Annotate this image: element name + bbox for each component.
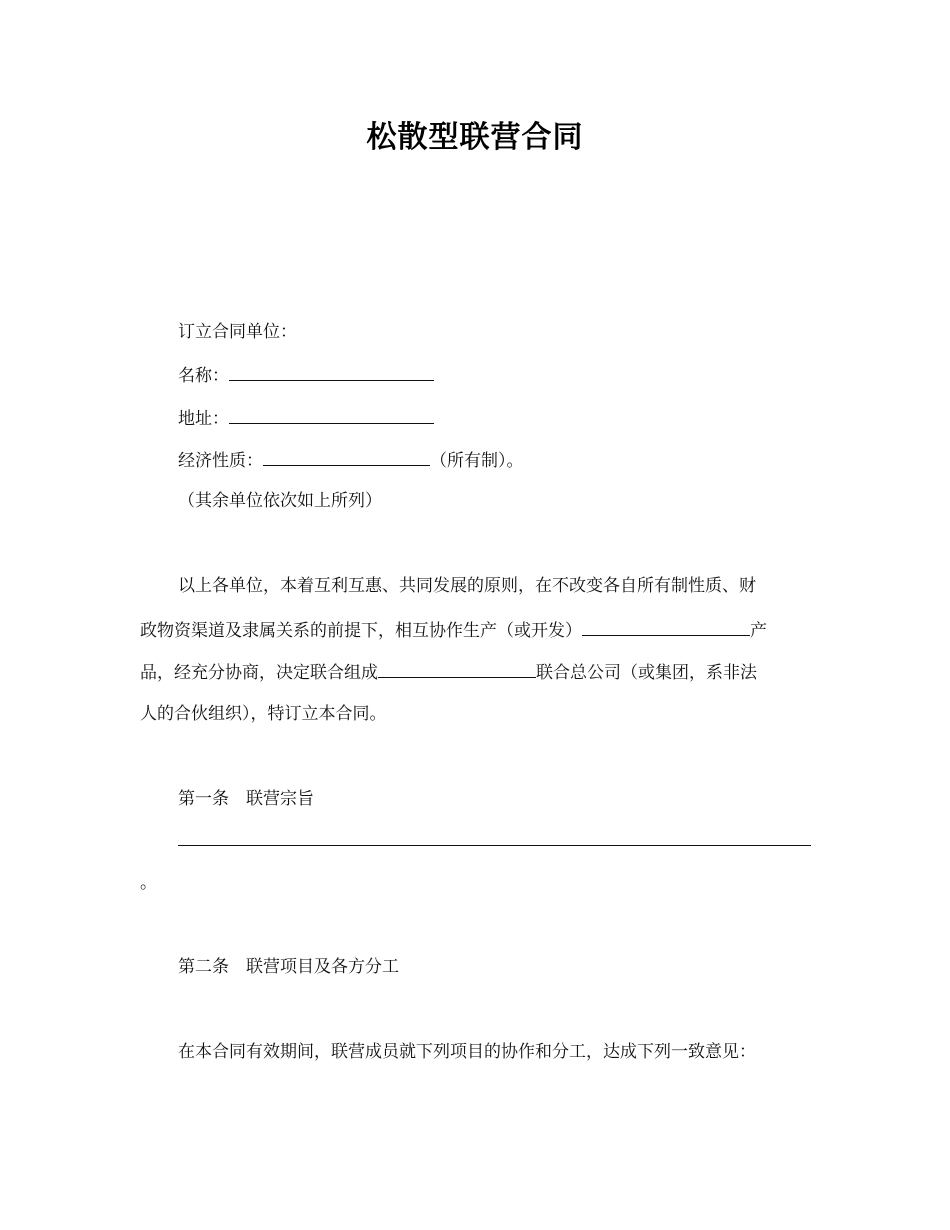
- nature-blank: [263, 447, 430, 466]
- name-blank: [229, 362, 434, 381]
- preamble-line-2-tail: 产: [750, 621, 767, 641]
- nature-label: 经济性质：: [178, 451, 263, 471]
- article-1-end-mark: 。: [140, 873, 157, 893]
- article-2-heading: 第二条 联营项目及各方分工: [178, 957, 399, 977]
- article-1-heading: 第一条 联营宗旨: [178, 789, 314, 809]
- name-row: [178, 362, 434, 388]
- preamble-line-2-text: 政物资渠道及隶属关系的前提下，相互协作生产（或开发）: [140, 621, 582, 641]
- product-blank: [582, 617, 750, 636]
- preamble-line-2: [140, 617, 767, 643]
- nature-row: [178, 447, 524, 473]
- address-label: 地址：: [178, 409, 229, 429]
- name-label: 名称：: [178, 366, 229, 386]
- address-blank: [229, 405, 434, 424]
- article-2-body: 在本合同有效期间，联营成员就下列项目的协作和分工，达成下列一致意见：: [178, 1042, 756, 1062]
- preamble-line-3-text: 品，经充分协商，决定联合组成: [140, 663, 378, 683]
- purpose-blank: [178, 845, 811, 846]
- nature-suffix: （所有制）。: [430, 451, 524, 471]
- document-title: 松散型联营合同: [366, 120, 584, 155]
- preamble-line-4: 人的合伙组织），特订立本合同。: [140, 704, 387, 724]
- address-row: [178, 405, 434, 431]
- preamble-line-3: [140, 659, 757, 685]
- parties-label: 订立合同单位：: [178, 322, 297, 342]
- others-note: （其余单位依次如上所列）: [178, 491, 382, 511]
- preamble-line-3-tail: 联合总公司（或集团，系非法: [536, 663, 757, 683]
- company-blank: [378, 659, 536, 678]
- preamble-line-1: 以上各单位，本着互利互惠、共同发展的原则，在不改变各自所有制性质、财: [178, 576, 756, 596]
